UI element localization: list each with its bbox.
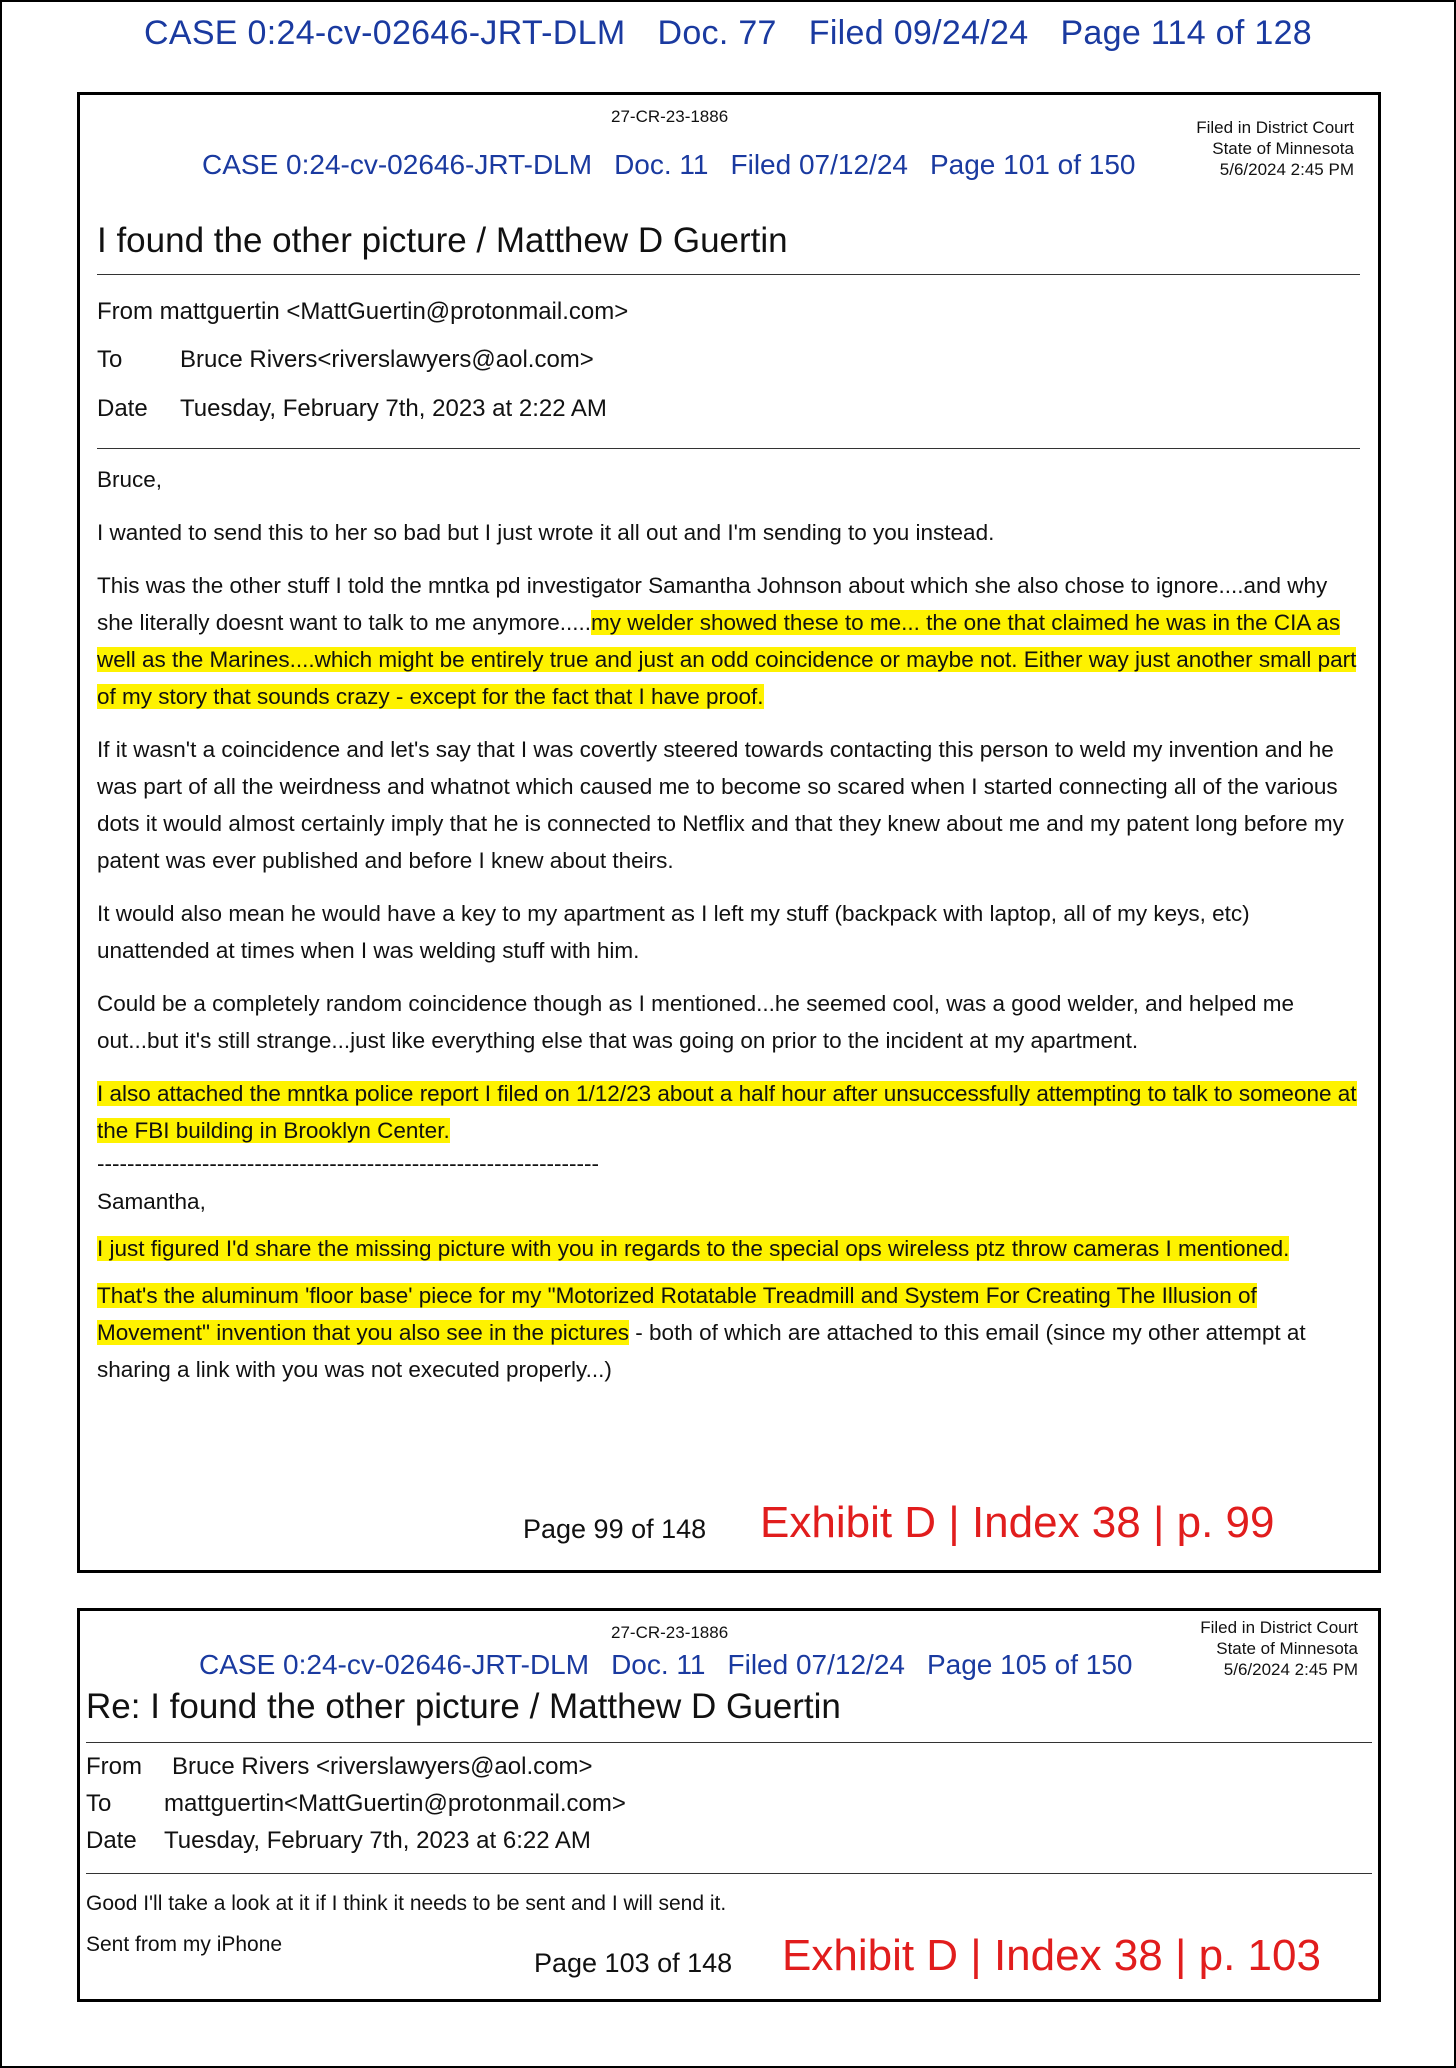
greeting: Bruce, [97,467,163,492]
date-value: Tuesday, February 7th, 2023 at 2:22 AM [180,395,607,422]
date-label: Date [86,1827,137,1854]
inner-case-number: CASE 0:24-cv-02646-JRT-DLM [202,149,593,180]
stamp-line: 5/6/2024 2:45 PM [1219,160,1354,179]
stamp-line: Filed in District Court [1196,118,1354,137]
paragraph-text: - both of which are attached to this email (since my other attempt at sharing a link with you was not executed properly...) [97,1320,1306,1382]
highlighted-text: I just figured I'd share the missing picture with you in regards to the special ops wireless ptz throw cameras I mentioned. [97,1236,1290,1261]
reply-body: Good I'll take a look at it if I think it needs to be sent and I will send it. [86,1892,727,1915]
paragraph-text: This was the other stuff I told the mntka pd investigator Samantha Johnson about which she also chose to ignore....and why she literally doesnt want to talk to me anymore..... [97,573,1328,635]
filed-date: Filed 09/24/24 [808,14,1029,52]
paragraph: It would also mean he would have a key to my apartment as I left my stuff (backpack with laptop, all of my keys, etc) unattended at times when I was welding stuff with him. [97,901,1250,963]
page-label: Page 99 of 148 [523,1514,707,1544]
paragraph [97,1230,1362,1267]
stamp-line: Filed in District Court [1200,1618,1358,1637]
state-case-number: 27-CR-23-1886 [611,107,729,126]
highlighted-text: my welder showed these to me... the one that claimed he was in the CIA as well as the Marines....which might be entirely true and just an odd coincidence or maybe not. Either way just another small part of my story that sounds crazy - except for the fact that I have proof. [97,610,1357,709]
to-label: To [86,1790,112,1817]
divider [86,1742,1372,1743]
inner-filed-date: Filed 07/12/24 [727,1649,905,1680]
to-value: Bruce Rivers<riverslawyers@aol.com> [180,346,594,373]
email-subject: I found the other picture / Matthew D Guertin [97,221,788,260]
date-row [86,1827,591,1855]
paragraph [97,567,1362,715]
paragraph [97,1277,1362,1388]
email-subject: Re: I found the other picture / Matthew D Guertin [86,1687,841,1726]
filed-stamp [1200,1617,1358,1680]
inner-case-number: CASE 0:24-cv-02646-JRT-DLM [199,1649,590,1680]
to-label: To [97,346,123,373]
paragraph: Could be a completely random coincidence though as I mentioned...he seemed cool, was a good welder, and helped me out...but it's still strange...just like everything else that was going on prior to the incident at my apartment. [97,991,1295,1053]
highlighted-text: I also attached the mntka police report I filed on 1/12/23 about a half hour after unsuccessfully attempting to talk to someone at the FBI building in Brooklyn Center. [97,1081,1357,1143]
to-row [97,346,594,374]
date-row [97,395,607,423]
email-page-1 [77,92,1381,1573]
to-row [86,1790,626,1818]
highlighted-text: That's the aluminum 'floor base' piece for my "Motorized Rotatable Treadmill and System For Creating The Illusion of Movement" invention that you also see in the pictures [97,1283,1257,1345]
state-case-number: 27-CR-23-1886 [611,1623,729,1642]
from-value: Bruce Rivers <riverslawyers@aol.com> [172,1753,593,1780]
inner-doc-number: Doc. 11 [614,149,709,180]
email-body [97,461,1362,1404]
stamp-line: 5/6/2024 2:45 PM [1223,1660,1358,1679]
separator: ------------------------------------------------------------------- [97,1151,600,1176]
from-value: mattguertin <MattGuertin@protonmail.com> [159,298,629,325]
date-label: Date [97,395,148,422]
case-number: CASE 0:24-cv-02646-JRT-DLM [144,14,626,52]
paragraph [97,1075,1362,1149]
doc-number: Doc. 77 [657,14,777,52]
page-indicator: Page 114 of 128 [1060,14,1312,52]
from-label: From [97,298,153,325]
divider [86,1873,1372,1874]
paragraph: I wanted to send this to her so bad but I just wrote it all out and I'm sending to you instead. [97,520,995,545]
greeting: Samantha, [97,1189,206,1214]
paragraph: If it wasn't a coincidence and let's say that I was covertly steered towards contacting this person to weld my invention and he was part of all the weirdness and whatnot which caused me to become so scared when I started connecting all of the various dots it would almost certainly imply that he is connected to Netflix and that they knew about me and my patent long before my patent was ever published and before I knew about theirs. [97,737,1344,873]
from-label: From [86,1753,142,1780]
inner-page-indicator: Page 105 of 150 [926,1649,1133,1680]
signature: Sent from my iPhone [86,1933,283,1956]
divider [97,448,1360,449]
stamp-line: State of Minnesota [1216,1639,1358,1658]
inner-filed-date: Filed 07/12/24 [730,149,908,180]
inner-doc-number: Doc. 11 [611,1649,706,1680]
court-filing-header [0,14,1456,53]
date-value: Tuesday, February 7th, 2023 at 6:22 AM [164,1827,591,1854]
divider [97,274,1360,275]
from-row [86,1753,592,1781]
email-page-2 [77,1608,1381,2002]
inner-case-header [199,1649,1154,1681]
inner-case-header [202,149,1157,181]
exhibit-label: Exhibit D | Index 38 | p. 99 [760,1498,1275,1547]
exhibit-label: Exhibit D | Index 38 | p. 103 [782,1931,1321,1980]
filed-stamp [1196,117,1354,180]
inner-page-indicator: Page 101 of 150 [929,149,1136,180]
to-value: mattguertin<MattGuertin@protonmail.com> [164,1790,626,1817]
from-row [97,298,628,326]
stamp-line: State of Minnesota [1212,139,1354,158]
page-label: Page 103 of 148 [534,1948,733,1978]
